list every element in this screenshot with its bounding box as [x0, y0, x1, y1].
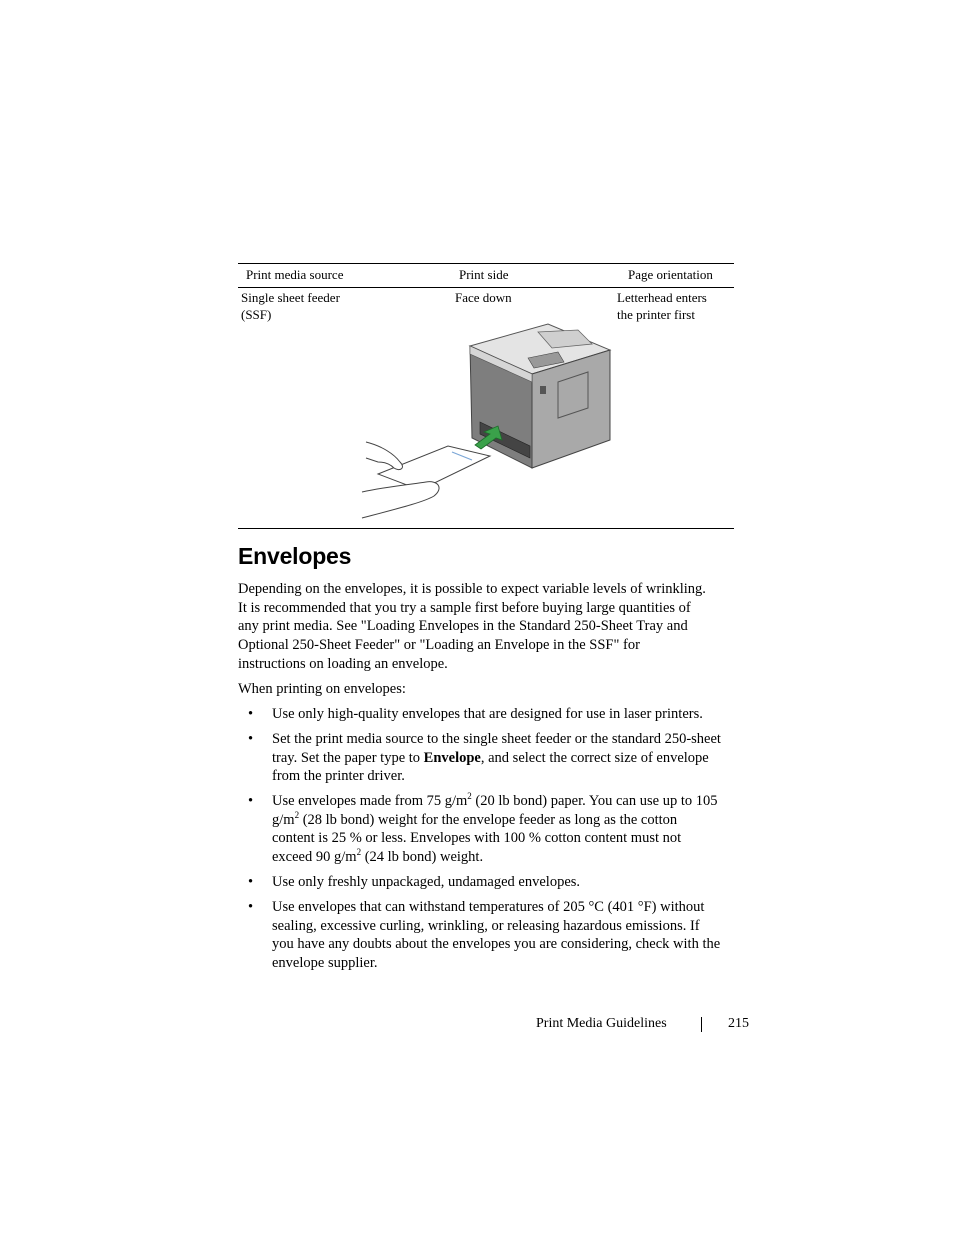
table-top-rule	[238, 263, 734, 264]
bullet-mark: •	[248, 899, 254, 915]
cell-orientation-line2: the printer first	[617, 307, 695, 322]
footer-section-name: Print Media Guidelines	[536, 1016, 667, 1031]
printer-ssf-illustration	[360, 322, 612, 519]
bullet-text	[272, 792, 738, 867]
cell-source-line2: (SSF)	[241, 307, 272, 322]
bold-term: Envelope	[423, 749, 481, 766]
bullet-line: Use envelopes that can withstand temperatures of 205 °C (401 °F) without	[272, 899, 705, 915]
header-print-side: Print side	[459, 267, 509, 282]
bullet-line: sealing, excessive curling, wrinkling, or releasing hazardous emissions. If	[272, 917, 700, 934]
bullet-line: from the printer driver.	[272, 768, 405, 785]
bullet-line: you have any doubts about the envelopes you are considering, check with the	[272, 936, 721, 953]
intro-line: Optional 250-Sheet Feeder" or "Loading an Envelope in the SSF" for	[238, 637, 640, 654]
header-print-media-source: Print media source	[246, 267, 344, 282]
intro-line: It is recommended that you try a sample first before buying large quantities of	[238, 599, 691, 616]
bullet-line: Set the print media source to the single sheet feeder or the standard 250-sheet	[272, 731, 721, 747]
bullet-mark: •	[248, 706, 254, 722]
cell-source	[241, 289, 340, 323]
text-run: (28 lb bond) weight for the envelope feeder as long as the cotton	[299, 811, 678, 828]
bullet-mark: •	[248, 793, 254, 809]
bullet-text: Use only high-quality envelopes that are designed for use in laser printers.	[272, 706, 703, 722]
bullet-mark: •	[248, 874, 254, 890]
bullet-mark: •	[248, 731, 254, 747]
text-run: (20 lb bond) paper. You can use up to 105	[471, 793, 718, 809]
text-run: exceed 90 g/m	[272, 849, 357, 866]
table-bottom-rule	[238, 528, 734, 529]
intro-line: instructions on loading an envelope.	[238, 655, 448, 672]
bullet-line	[272, 811, 738, 830]
text-run: Use envelopes made from 75 g/m	[272, 793, 468, 809]
cell-source-line1: Single sheet feeder	[241, 290, 340, 305]
cell-side: Face down	[455, 290, 512, 305]
bullet-text	[272, 730, 738, 786]
superscript: 2	[356, 847, 362, 858]
cell-orientation	[617, 289, 707, 323]
text-run: (24 lb bond) weight.	[361, 849, 484, 866]
text-run: g/m	[272, 811, 295, 828]
intro-paragraph	[238, 580, 738, 674]
lead-text: When printing on envelopes:	[238, 681, 406, 697]
cell-orientation-line1: Letterhead enters	[617, 290, 707, 305]
bullet-line	[272, 792, 738, 811]
bullet-line	[272, 749, 738, 768]
intro-line: any print media. See "Loading Envelopes in the Standard 250-Sheet Tray and	[238, 618, 688, 635]
section-title: Envelopes	[238, 543, 352, 569]
bullet-text: Use only freshly unpackaged, undamaged envelopes.	[272, 874, 581, 890]
bullet-line: envelope supplier.	[272, 955, 378, 972]
bullet-line: content is 25 % or less. Envelopes with 100 % cotton content must not	[272, 830, 682, 847]
bullet-text	[272, 898, 738, 973]
bullet-line	[272, 848, 738, 867]
text-run: tray. Set the paper type to	[272, 749, 424, 766]
page-number: 215	[728, 1016, 749, 1031]
superscript: 2	[294, 809, 300, 820]
header-page-orientation: Page orientation	[628, 267, 713, 282]
table-header-rule	[238, 287, 734, 288]
text-run: , and select the correct size of envelope	[480, 749, 709, 766]
intro-line: Depending on the envelopes, it is possible to expect variable levels of wrinkling.	[238, 581, 706, 597]
superscript: 2	[467, 791, 472, 801]
footer-separator	[701, 1017, 702, 1032]
